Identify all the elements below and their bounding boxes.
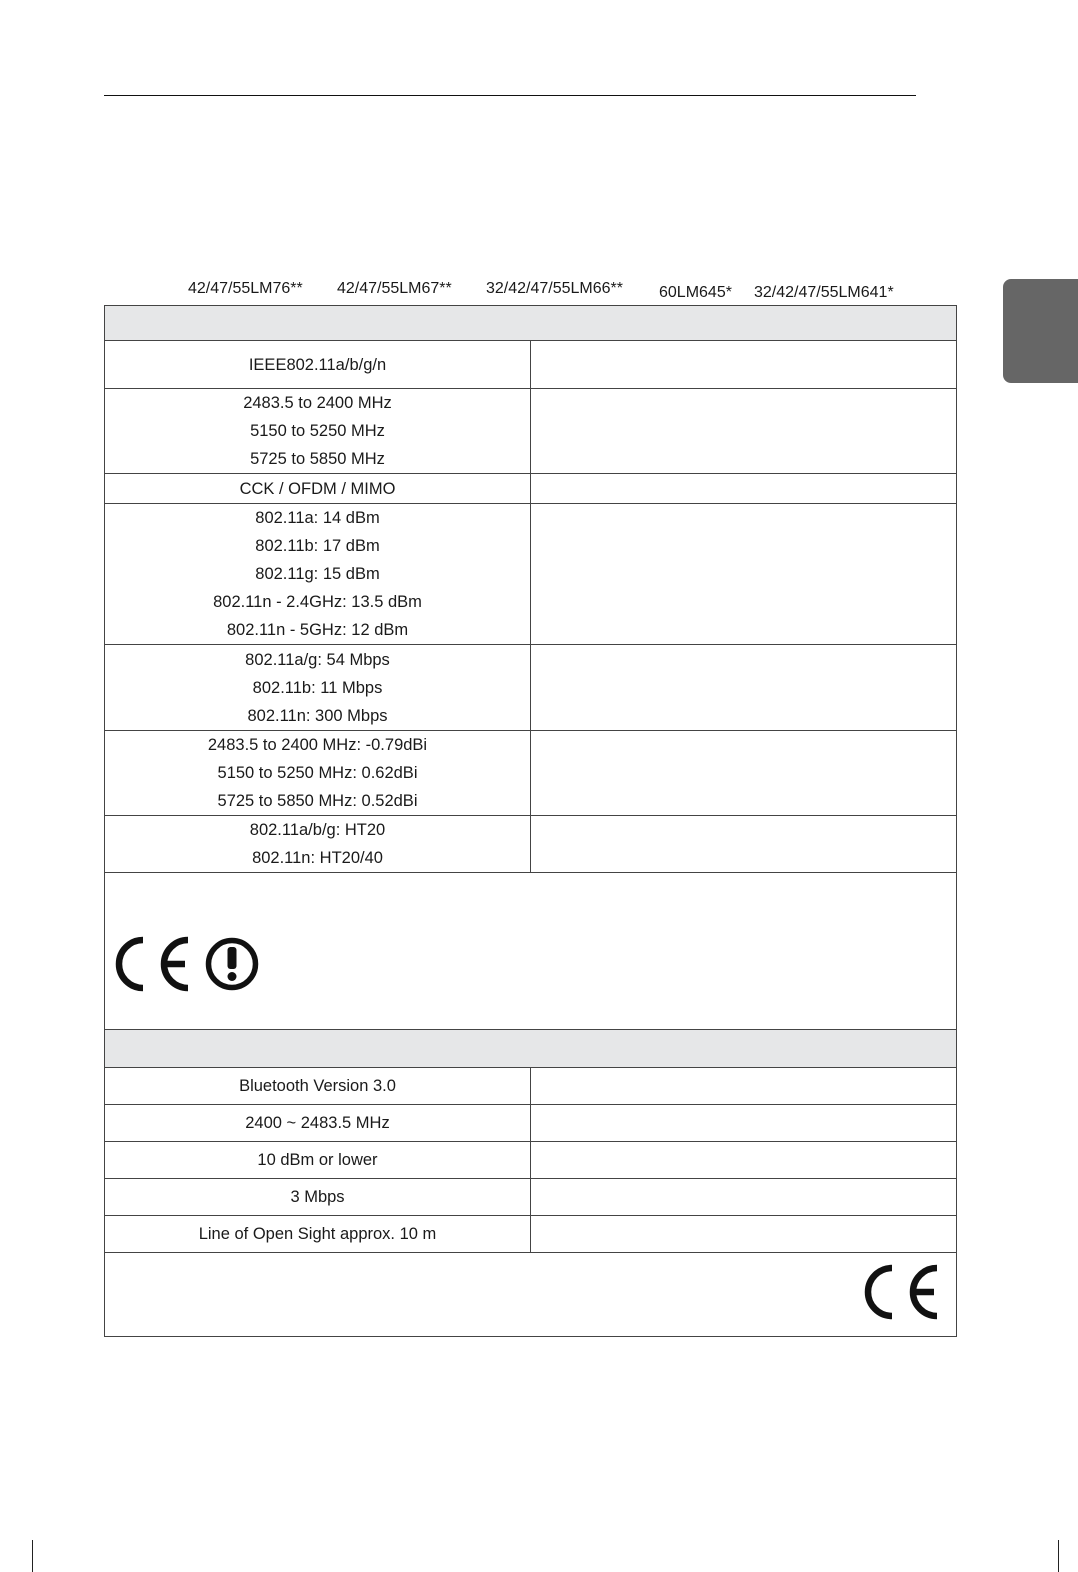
table-row <box>105 1105 957 1142</box>
table-row <box>105 1216 957 1253</box>
spec-value: 2483.5 to 2400 MHz: -0.79dBi <box>207 736 428 754</box>
spec-value: Bluetooth Version 3.0 <box>239 1077 396 1095</box>
model-name: 32/42/47/55LM66** <box>486 280 623 297</box>
spec-value: 802.11n: 300 Mbps <box>247 706 388 725</box>
model-name: 42/47/55LM76** <box>188 280 303 297</box>
table-row <box>105 341 957 389</box>
table-row <box>105 1068 957 1105</box>
table-row <box>105 645 957 731</box>
spec-value: 802.11n - 5GHz: 12 dBm <box>226 621 409 639</box>
model-name: 42/47/55LM67** <box>337 280 452 297</box>
table-row <box>105 816 957 873</box>
spec-value: 802.11b: 11 Mbps <box>252 678 383 697</box>
spec-value: 802.11b: 17 dBm <box>255 537 380 555</box>
spec-value: 802.11a: 14 dBm <box>255 509 380 527</box>
spec-value: 802.11a/g: 54 Mbps <box>245 650 390 669</box>
crop-mark-left <box>32 1540 33 1572</box>
spec-value: 5150 to 5250 MHz: 0.62dBi <box>217 764 418 782</box>
bluetooth-cert-logos <box>863 1264 939 1320</box>
chapter-tab <box>1003 279 1078 383</box>
model-list <box>104 280 916 304</box>
spec-value: CCK / OFDM / MIMO <box>239 479 396 498</box>
spec-value: 2483.5 to 2400 MHz <box>243 394 392 412</box>
bluetooth-section-header <box>105 1030 957 1068</box>
ce-mark-icon <box>119 940 188 988</box>
spec-value: 5725 to 5850 MHz: 0.52dBi <box>217 792 418 810</box>
table-row <box>105 1179 957 1216</box>
table-row <box>105 731 957 816</box>
spec-value: 3 Mbps <box>290 1188 345 1206</box>
spec-value: 2400 ~ 2483.5 MHz <box>245 1114 390 1132</box>
wireless-section-header <box>105 306 957 341</box>
crop-mark-right <box>1058 1540 1059 1572</box>
spec-value: 10 dBm or lower <box>257 1151 378 1169</box>
table-row <box>105 1142 957 1179</box>
wireless-cert-logos <box>114 936 264 992</box>
spec-value: 802.11n: HT20/40 <box>252 849 383 867</box>
spec-value: 802.11a/b/g: HT20 <box>249 821 386 839</box>
table-row <box>105 474 957 504</box>
spec-value: 802.11n - 2.4GHz: 13.5 dBm <box>213 593 422 611</box>
top-rule <box>104 95 916 96</box>
bluetooth-cert-row <box>105 1253 957 1337</box>
spec-value: IEEE802.11a/b/g/n <box>248 355 387 374</box>
wireless-cert-row <box>105 873 957 1030</box>
spec-table <box>104 305 957 1337</box>
alert-class2-icon <box>209 941 256 988</box>
spec-value: Line of Open Sight approx. 10 m <box>198 1225 437 1243</box>
ce-mark-icon <box>868 1268 937 1316</box>
spec-value: 5725 to 5850 MHz <box>250 450 385 468</box>
spec-value: 802.11g: 15 dBm <box>255 565 380 583</box>
spec-value: 5150 to 5250 MHz <box>250 422 385 440</box>
model-name: 32/42/47/55LM641* <box>754 284 894 301</box>
table-row <box>105 504 957 645</box>
table-row <box>105 389 957 474</box>
model-name: 60LM645* <box>659 284 732 301</box>
